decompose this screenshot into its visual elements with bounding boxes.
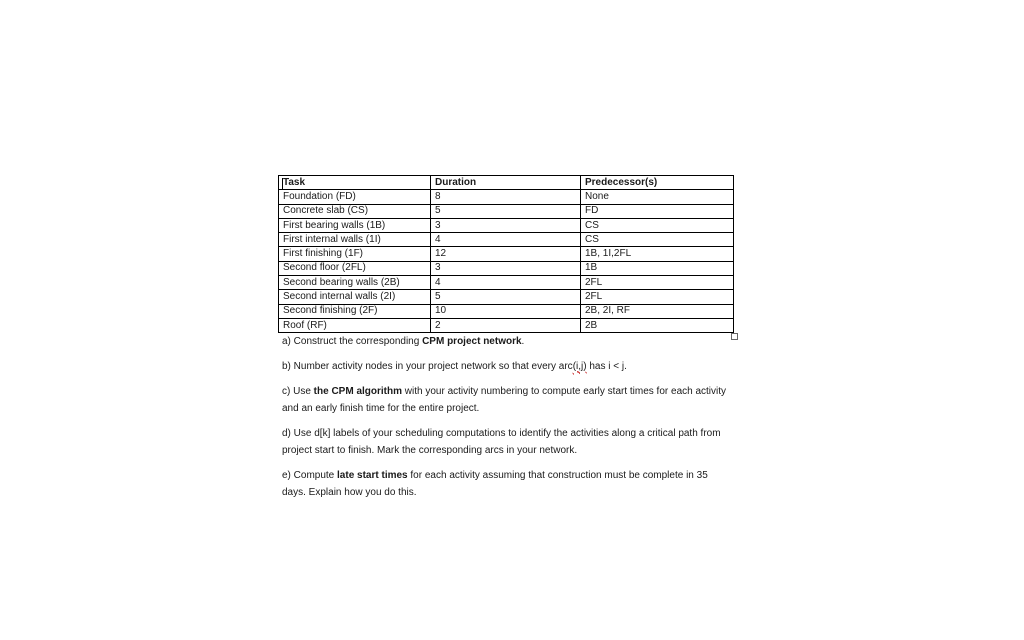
question-a-bold: CPM project network <box>422 336 522 348</box>
task-cell[interactable]: Second bearing walls (2B) <box>279 276 431 290</box>
header-duration[interactable]: Duration <box>431 176 581 190</box>
question-c-end: with your activity numbering to compute early start times for each activity and an early finish time for the entire project. <box>282 386 727 415</box>
duration-cell[interactable]: 3 <box>431 261 581 275</box>
question-e-text: e) Compute <box>282 470 338 482</box>
table-row <box>279 290 734 304</box>
task-cell[interactable]: Second floor (2FL) <box>279 261 431 275</box>
table-row <box>279 190 734 204</box>
duration-cell[interactable]: 5 <box>431 290 581 304</box>
predecessor-cell[interactable]: 1B <box>581 261 734 275</box>
task-cell[interactable]: First finishing (1F) <box>279 247 431 261</box>
duration-cell[interactable]: 12 <box>431 247 581 261</box>
table-header-row <box>279 176 734 190</box>
question-b-text: b) Number activity nodes in your project network so that every arc <box>282 361 573 373</box>
table-row <box>279 247 734 261</box>
question-b <box>278 358 732 375</box>
header-predecessors[interactable]: Predecessor(s) <box>581 176 734 190</box>
task-cell[interactable]: Foundation (FD) <box>279 190 431 204</box>
task-table <box>278 175 734 333</box>
table-row <box>279 233 734 247</box>
task-cell[interactable]: Second internal walls (2I) <box>279 290 431 304</box>
task-cell[interactable]: First bearing walls (1B) <box>279 218 431 232</box>
question-c-bold: the CPM algorithm <box>313 386 403 398</box>
predecessor-cell[interactable]: FD <box>581 204 734 218</box>
duration-cell[interactable]: 5 <box>431 204 581 218</box>
question-c <box>278 383 732 417</box>
question-c-text: c) Use <box>282 386 314 398</box>
question-e-end: for each activity assuming that construction must be complete in 35 days. Explain how you do this. <box>282 470 708 499</box>
duration-cell[interactable]: 4 <box>431 276 581 290</box>
table-row <box>279 304 734 318</box>
duration-cell[interactable]: 10 <box>431 304 581 318</box>
predecessor-cell[interactable]: 1B, 1I,2FL <box>581 247 734 261</box>
task-cell[interactable]: Roof (RF) <box>279 318 431 332</box>
task-cell[interactable]: Concrete slab (CS) <box>279 204 431 218</box>
spellcheck-underline[interactable]: (i,j) <box>572 361 587 373</box>
predecessor-cell[interactable]: CS <box>581 233 734 247</box>
table-row <box>279 204 734 218</box>
task-cell[interactable]: Second finishing (2F) <box>279 304 431 318</box>
task-cell[interactable]: First internal walls (1I) <box>279 233 431 247</box>
question-a-text: a) Construct the corresponding <box>282 336 423 348</box>
duration-cell[interactable]: 8 <box>431 190 581 204</box>
question-e <box>278 467 732 501</box>
predecessor-cell[interactable]: 2FL <box>581 276 734 290</box>
predecessor-cell[interactable]: 2B <box>581 318 734 332</box>
predecessor-cell[interactable]: None <box>581 190 734 204</box>
question-b-end: has i < j. <box>586 361 627 373</box>
duration-cell[interactable]: 2 <box>431 318 581 332</box>
question-d-text: d) Use d[k] labels of your scheduling computations to identify the activities along a critical path from project start to finish. Mark the corresponding arcs in your network. <box>282 428 721 457</box>
table-row <box>279 318 734 332</box>
table-row <box>279 276 734 290</box>
table-row <box>279 218 734 232</box>
document-body <box>278 175 738 501</box>
table-row <box>279 261 734 275</box>
predecessor-cell[interactable]: 2B, 2I, RF <box>581 304 734 318</box>
question-e-bold: late start times <box>337 470 408 482</box>
question-a <box>278 333 732 350</box>
question-a-end: . <box>521 336 525 348</box>
text-cursor <box>282 178 283 190</box>
question-d <box>278 425 732 459</box>
predecessor-cell[interactable]: CS <box>581 218 734 232</box>
duration-cell[interactable]: 3 <box>431 218 581 232</box>
predecessor-cell[interactable]: 2FL <box>581 290 734 304</box>
table-resize-handle[interactable] <box>731 333 738 340</box>
duration-cell[interactable]: 4 <box>431 233 581 247</box>
header-task[interactable]: Task <box>279 176 431 190</box>
